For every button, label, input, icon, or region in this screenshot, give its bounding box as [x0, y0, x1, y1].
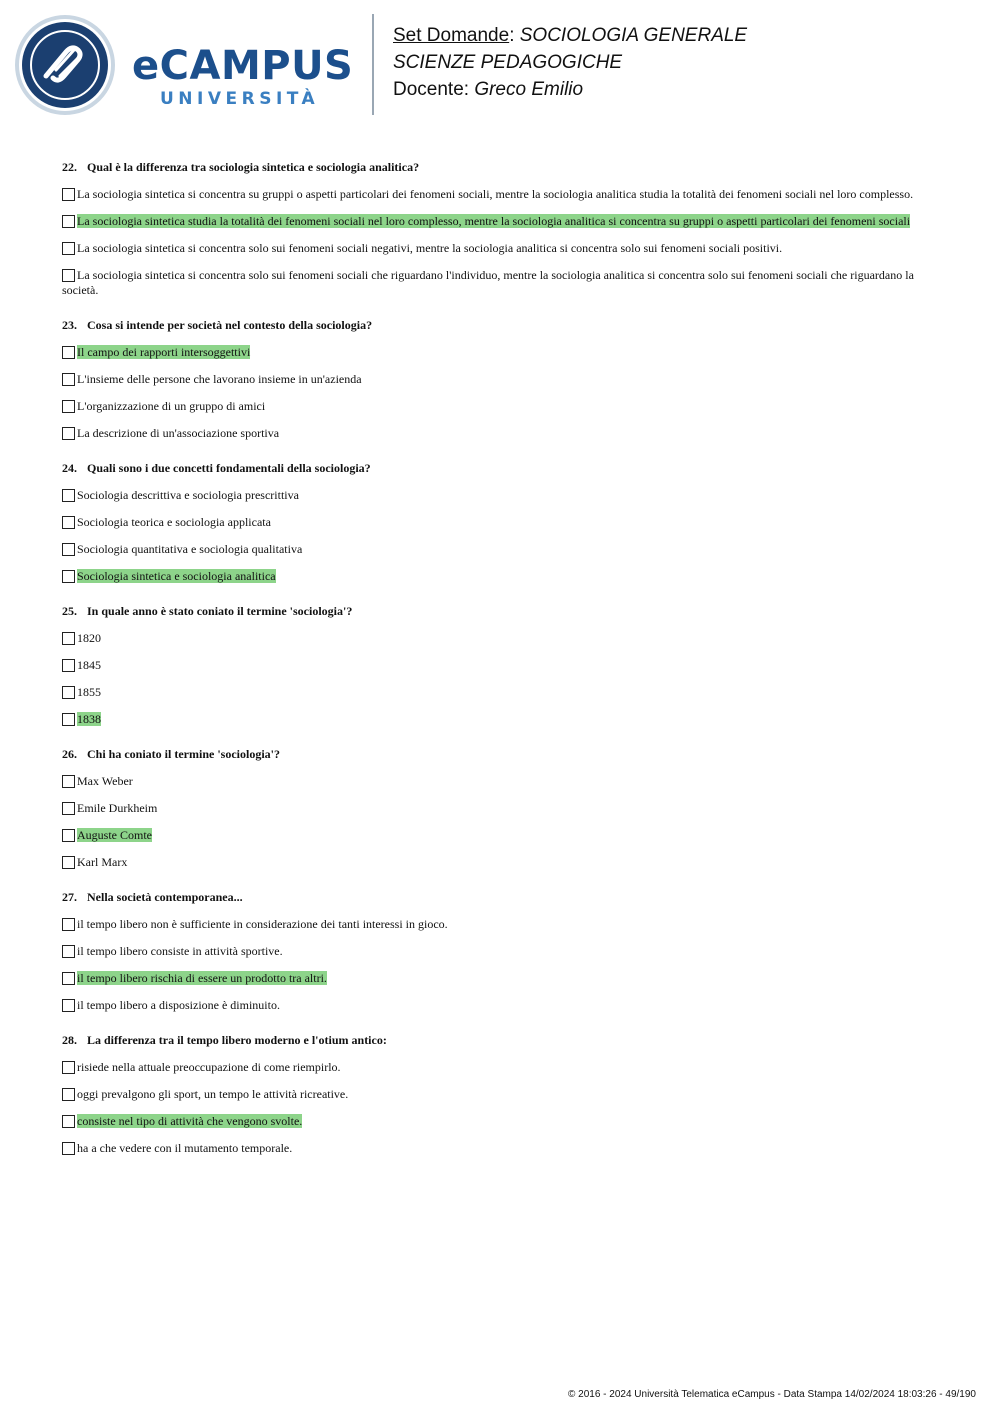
ecampus-seal-logo — [14, 14, 116, 116]
answer-checkbox[interactable] — [62, 543, 75, 556]
answer-checkbox[interactable] — [62, 346, 75, 359]
question-block — [62, 1033, 942, 1156]
answer-option — [62, 515, 942, 530]
answer-label: Sociologia descrittiva e sociologia prescrittiva — [77, 488, 299, 502]
set-label: Set Domande — [393, 25, 510, 46]
correct-answer-label: Il campo dei rapporti intersoggettivi — [77, 345, 251, 359]
answer-label: 1845 — [77, 658, 101, 672]
answer-option — [62, 1141, 942, 1156]
answer-label: La sociologia sintetica si concentra solo sui fenomeni sociali negativi, mentre la sociologia analitica si concentra solo sui fenomeni sociali positivi. — [77, 241, 783, 255]
answer-checkbox[interactable] — [62, 188, 75, 201]
question-block — [62, 890, 942, 1013]
answer-checkbox[interactable] — [62, 659, 75, 672]
answer-checkbox[interactable] — [62, 775, 75, 788]
question-number: 26. — [62, 747, 77, 761]
header-divider — [372, 14, 374, 115]
answer-option — [62, 214, 942, 229]
answer-checkbox[interactable] — [62, 1061, 75, 1074]
answer-option — [62, 372, 942, 387]
answer-option — [62, 828, 942, 843]
answer-checkbox[interactable] — [62, 1088, 75, 1101]
answer-option — [62, 542, 942, 557]
question-title — [62, 604, 942, 619]
answer-label: il tempo libero non è sufficiente in considerazione dei tanti interessi in gioco. — [77, 917, 448, 931]
teacher-line — [393, 76, 747, 103]
correct-answer-label: La sociologia sintetica studia la totalità dei fenomeni sociali nel loro complesso, mentre la sociologia analitica si concentra su gruppi o aspetti particolari dei fenomeni sociali — [77, 214, 911, 228]
question-number: 27. — [62, 890, 77, 904]
answer-option — [62, 998, 942, 1013]
question-number: 28. — [62, 1033, 77, 1047]
answer-label: Karl Marx — [77, 855, 128, 869]
question-text: In quale anno è stato coniato il termine 'sociologia'? — [87, 604, 353, 618]
answer-option — [62, 855, 942, 870]
answer-label: il tempo libero consiste in attività sportive. — [77, 944, 283, 958]
answer-checkbox[interactable] — [62, 829, 75, 842]
answer-option — [62, 488, 942, 503]
answer-checkbox[interactable] — [62, 1142, 75, 1155]
program-name: SCIENZE PEDAGOGICHE — [393, 52, 623, 73]
answer-label: Sociologia teorica e sociologia applicata — [77, 515, 271, 529]
answer-label: ha a che vedere con il mutamento temporale. — [77, 1141, 293, 1155]
question-number: 23. — [62, 318, 77, 332]
answer-option — [62, 268, 942, 298]
question-title — [62, 1033, 942, 1048]
question-block — [62, 461, 942, 584]
answer-checkbox[interactable] — [62, 918, 75, 931]
answer-checkbox[interactable] — [62, 400, 75, 413]
answer-checkbox[interactable] — [62, 632, 75, 645]
answer-label: La sociologia sintetica si concentra solo sui fenomeni sociali che riguardano l'individuo, mentre la sociologia analitica si concentra solo sui fenomeni sociali che riguardano la società. — [62, 268, 914, 297]
question-title — [62, 747, 942, 762]
answer-option — [62, 187, 942, 202]
answer-option — [62, 1114, 942, 1129]
teacher-label: Docente: — [393, 79, 475, 100]
answer-checkbox[interactable] — [62, 713, 75, 726]
answer-checkbox[interactable] — [62, 215, 75, 228]
question-block — [62, 160, 942, 298]
answer-checkbox[interactable] — [62, 686, 75, 699]
correct-answer-label: consiste nel tipo di attività che vengono svolte. — [77, 1114, 303, 1128]
answer-label: 1820 — [77, 631, 101, 645]
answer-option — [62, 426, 942, 441]
answer-option — [62, 917, 942, 932]
answer-option — [62, 801, 942, 816]
question-text: Qual è la differenza tra sociologia sintetica e sociologia analitica? — [87, 160, 420, 174]
answer-option — [62, 241, 942, 256]
answer-label: Max Weber — [77, 774, 133, 788]
question-block — [62, 747, 942, 870]
answer-checkbox[interactable] — [62, 489, 75, 502]
answer-option — [62, 685, 942, 700]
answer-label: oggi prevalgono gli sport, un tempo le attività ricreative. — [77, 1087, 349, 1101]
header-info — [393, 22, 747, 103]
answer-option — [62, 971, 942, 986]
answer-checkbox[interactable] — [62, 802, 75, 815]
ecampus-wordmark — [132, 44, 353, 110]
question-list — [62, 160, 942, 1176]
question-title — [62, 318, 942, 333]
page-footer: © 2016 - 2024 Università Telematica eCampus - Data Stampa 14/02/2024 18:03:26 - 49/190 — [568, 1389, 976, 1400]
answer-checkbox[interactable] — [62, 999, 75, 1012]
correct-answer-label: 1838 — [77, 712, 101, 726]
answer-label: L'organizzazione di un gruppo di amici — [77, 399, 266, 413]
answer-label: Emile Durkheim — [77, 801, 158, 815]
answer-label: La descrizione di un'associazione sportiva — [77, 426, 280, 440]
question-text: La differenza tra il tempo libero moderno e l'otium antico: — [87, 1033, 387, 1047]
question-number: 22. — [62, 160, 77, 174]
answer-checkbox[interactable] — [62, 516, 75, 529]
question-text: Chi ha coniato il termine 'sociologia'? — [87, 747, 280, 761]
answer-label: risiede nella attuale preoccupazione di come riempirlo. — [77, 1060, 341, 1074]
answer-label: 1855 — [77, 685, 101, 699]
course-line — [393, 22, 747, 49]
answer-label: L'insieme delle persone che lavorano insieme in un'azienda — [77, 372, 362, 386]
logo-subtext: UNIVERSITÀ — [160, 89, 320, 109]
question-text: Quali sono i due concetti fondamentali della sociologia? — [87, 461, 371, 475]
teacher-name: Greco Emilio — [474, 79, 584, 100]
question-text: Nella società contemporanea... — [87, 890, 243, 904]
answer-checkbox[interactable] — [62, 856, 75, 869]
question-block — [62, 318, 942, 441]
question-number: 25. — [62, 604, 77, 618]
answer-option — [62, 569, 942, 584]
answer-checkbox[interactable] — [62, 945, 75, 958]
answer-option — [62, 944, 942, 959]
logo-text: eCAMPUS — [132, 43, 354, 89]
program-line — [393, 49, 747, 76]
course-name: SOCIOLOGIA GENERALE — [519, 25, 748, 46]
question-text: Cosa si intende per società nel contesto della sociologia? — [87, 318, 373, 332]
set-separator: : — [509, 25, 520, 46]
correct-answer-label: Auguste Comte — [77, 828, 152, 842]
answer-checkbox[interactable] — [62, 427, 75, 440]
answer-checkbox[interactable] — [62, 242, 75, 255]
answer-option — [62, 774, 942, 789]
question-block — [62, 604, 942, 727]
correct-answer-label: Sociologia sintetica e sociologia analitica — [77, 569, 276, 583]
answer-option — [62, 712, 942, 727]
answer-label: Sociologia quantitativa e sociologia qualitativa — [77, 542, 303, 556]
answer-checkbox[interactable] — [62, 373, 75, 386]
answer-option — [62, 399, 942, 414]
question-title — [62, 890, 942, 905]
answer-option — [62, 1087, 942, 1102]
answer-checkbox[interactable] — [62, 1115, 75, 1128]
answer-checkbox[interactable] — [62, 269, 75, 282]
question-number: 24. — [62, 461, 77, 475]
question-title — [62, 160, 942, 175]
answer-label: il tempo libero a disposizione è diminuito. — [77, 998, 280, 1012]
answer-option — [62, 345, 942, 360]
correct-answer-label: il tempo libero rischia di essere un prodotto tra altri. — [77, 971, 327, 985]
page-header — [0, 0, 1000, 130]
answer-label: La sociologia sintetica si concentra su gruppi o aspetti particolari dei fenomeni sociali, mentre la sociologia analitica studia la totalità dei fenomeni sociali nel loro complesso. — [77, 187, 914, 201]
answer-option — [62, 1060, 942, 1075]
answer-option — [62, 631, 942, 646]
answer-option — [62, 658, 942, 673]
question-title — [62, 461, 942, 476]
answer-checkbox[interactable] — [62, 570, 75, 583]
answer-checkbox[interactable] — [62, 972, 75, 985]
